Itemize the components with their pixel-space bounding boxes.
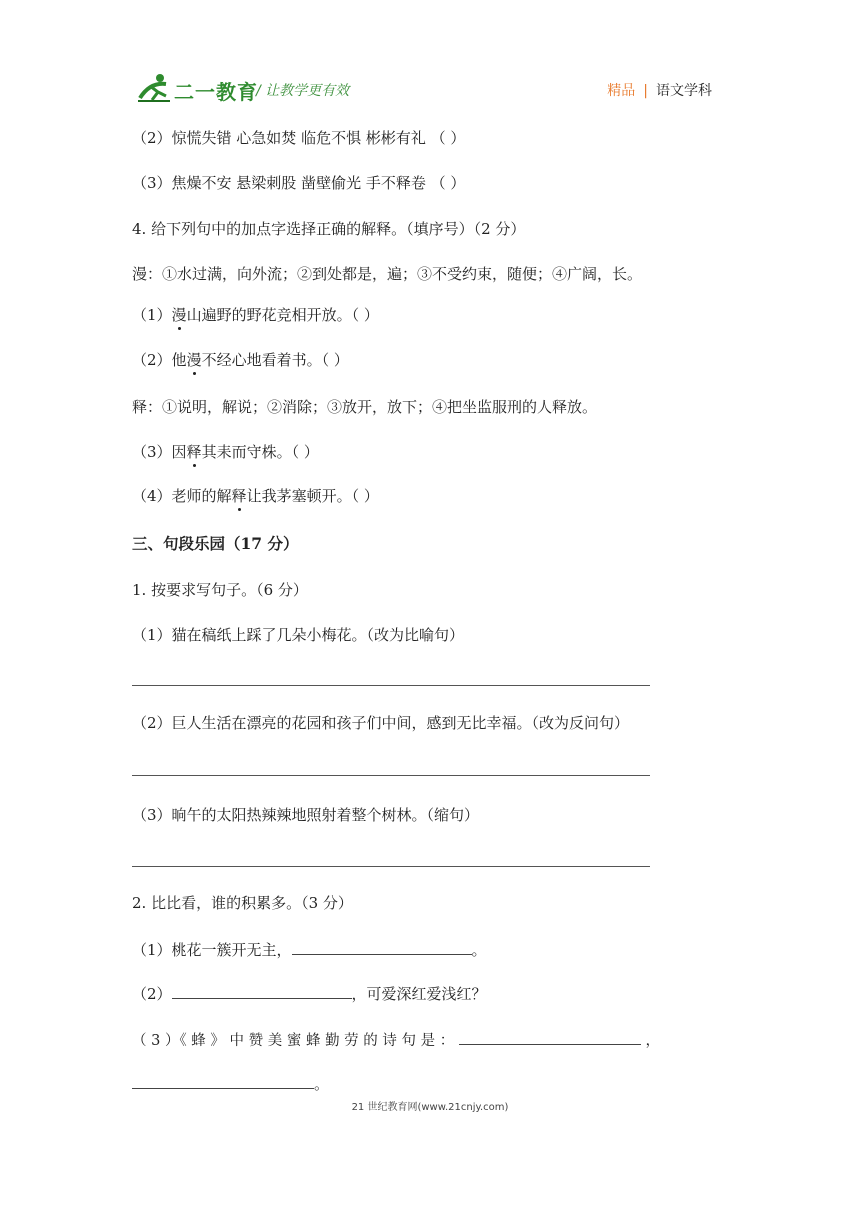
poem-blank-3[interactable]: [459, 1030, 641, 1045]
poem-line-1-end: 。: [471, 941, 487, 959]
poem-line-2: [132, 984, 487, 1004]
poem-line-1-text: （1）桃花一簇开无主，: [132, 941, 292, 959]
question-1-2: （2）巨人生活在漂亮的花园和孩子们中间，感到无比幸福。（改为反问句）: [132, 714, 630, 732]
poem-line-3-end: ，: [645, 1033, 660, 1049]
sentence-1: [132, 305, 379, 325]
question-1-title: 1. 按要求写句子。（6 分）: [132, 581, 308, 599]
idiom-row-2: （2）惊慌失错 心急如焚 临危不惧 彬彬有礼 （ ）: [132, 129, 466, 147]
page-header: [136, 72, 726, 106]
quality-label: 精品: [607, 83, 636, 99]
question-4-title: 4. 给下列句中的加点字选择正确的解释。（填序号）（2 分）: [132, 220, 526, 238]
poem-line-2-prefix: （2）: [132, 985, 172, 1003]
logo-text: 二一教育: [174, 80, 258, 104]
idiom-row-3: （3）焦燥不安 悬梁刺股 凿壁偷光 手不释卷 （ ）: [132, 174, 466, 192]
sentence-4-text: 让我茅塞顿开。（ ）: [246, 487, 379, 505]
poem-line-3-text: （ 3 ）《 蜂 》 中 赞 美 蜜 蜂 勤 劳 的 诗 句 是 ：: [132, 1033, 455, 1049]
page-footer: 21 世纪教育网(www.21cnjy.com): [351, 1102, 509, 1113]
sentence-2-prefix: （2）他: [132, 351, 187, 369]
header-separator: |: [643, 83, 648, 99]
question-2-title: 2. 比比看，谁的积累多。（3 分）: [132, 894, 353, 912]
dotted-char: 漫: [171, 306, 187, 324]
poem-blank-2[interactable]: [172, 984, 352, 999]
dotted-char: 漫: [186, 351, 202, 369]
poem-blank-1[interactable]: [292, 940, 472, 955]
sentence-1-text: 山遍野的野花竞相开放。（ ）: [186, 306, 379, 324]
definition-shi: 释：①说明，解说；②消除；③放开，放下；④把坐监服刑的人释放。: [132, 398, 598, 416]
dotted-char: 释: [231, 487, 247, 505]
sentence-2-text: 不经心地看着书。（ ）: [201, 351, 349, 369]
question-1-3: （3）晌午的太阳热辣辣地照射着整个树林。（缩句）: [132, 806, 480, 824]
sentence-3-prefix: （3）因: [132, 443, 187, 461]
poem-line-3: [132, 1030, 660, 1051]
sentence-3-text: 其耒而守株。（ ）: [201, 443, 319, 461]
poem-line-1: [132, 940, 487, 960]
answer-line-2[interactable]: [132, 775, 650, 776]
answer-line-1[interactable]: [132, 685, 650, 686]
dotted-char: 释: [186, 443, 202, 461]
sentence-1-prefix: （1）: [132, 306, 172, 324]
header-slogan: / 让教学更有效: [256, 83, 350, 99]
definition-man: 漫：①水过满，向外流；②到处都是，遍；③不受约束，随便；④广阔，长。: [132, 265, 643, 283]
section-3-title: 三、句段乐园（17 分）: [132, 534, 299, 553]
poem-line-2-text: ，可爱深红爱浅红？: [351, 985, 487, 1003]
poem-blank-4[interactable]: [132, 1074, 314, 1089]
sentence-2: [132, 350, 349, 370]
poem-line-4-end: 。: [314, 1075, 330, 1093]
sentence-3: [132, 442, 319, 462]
answer-line-3[interactable]: [132, 866, 650, 867]
sentence-4: [132, 486, 379, 506]
header-subject: [607, 80, 712, 100]
question-1-1: （1）猫在稿纸上踩了几朵小梅花。（改为比喻句）: [132, 626, 465, 644]
subject-label: 语文学科: [656, 83, 712, 99]
poem-line-4: [132, 1074, 329, 1094]
sentence-4-prefix: （4）老师的解: [132, 487, 232, 505]
